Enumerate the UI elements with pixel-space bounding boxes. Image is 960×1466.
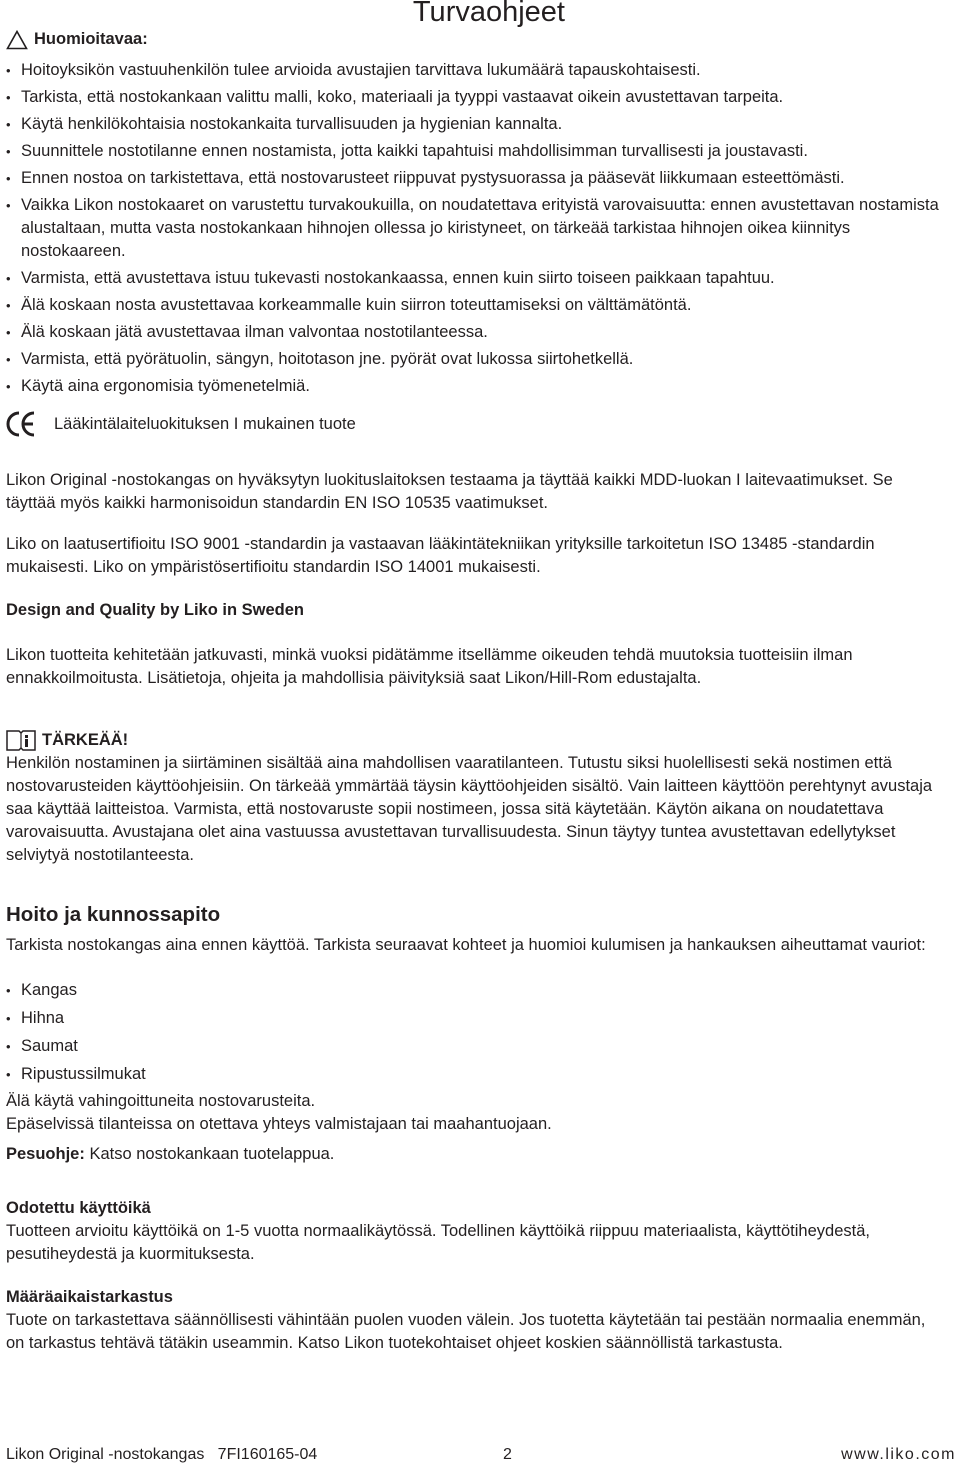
important-heading [6,728,128,752]
list-item: • Hihna [6,1007,951,1030]
list-item: • Saumat [6,1035,951,1058]
caution-heading [6,28,148,51]
design-heading: Design and Quality by Liko in Sweden [6,601,304,619]
mdd-paragraph: Likon Original -nostokangas on hyväksytyn luokituslaitoksen testaama ja täyttää kaikki MDD-luokan I laitevaatimukset. Se täyttää myös kaikki harmonisoidun standardin EN ISO 10535 vaatimukset. [6,471,893,512]
footer-page-number: 2 [503,1446,512,1463]
caution-heading-text: Huomioitavaa: [34,30,148,48]
maintenance-note-2: Epäselvissä tilanteissa on otettava yhteys valmistajaan tai maahantuojaan. [6,1115,552,1133]
wash-instruction [6,1143,946,1166]
maintenance-note-1: Älä käytä vahingoittuneita nostovarusteita. [6,1092,316,1110]
list-item: • Vaikka Likon nostokaaret on varustettu turvakoukuilla, on noudatettava erityistä varovaisuutta: ennen avustettavan nostamista alustaltaan, mutta vasta nostokankaan hihnojen ollessa jo kiristyneet, on tärkeää tarkistaa hihnojen oikea kiinnitys nostokaareen. [6,194,951,263]
important-heading-text: TÄRKEÄÄ! [42,730,129,749]
list-item: • Varmista, että avustettava istuu tukevasti nostokankaassa, ennen kuin siirto toiseen paikkaan tapahtuu. [6,267,951,290]
warning-triangle-icon [6,30,28,50]
footer-product: Likon Original -nostokangas 7FI160165-04 [6,1446,318,1463]
maintenance-heading: Hoito ja kunnossapito [6,903,221,926]
list-item: • Käytä henkilökohtaisia nostokankaita turvallisuuden ja hygienian kannalta. [6,113,951,136]
inspection-heading: Määräaikaistarkastus [6,1288,173,1306]
wash-text: Katso nostokankaan tuotelappua. [84,1145,335,1163]
list-item: • Älä koskaan nosta avustettavaa korkeammalle kuin siirron toteuttamiseksi on välttämätöntä. [6,294,951,317]
list-item: • Ripustussilmukat [6,1063,951,1086]
list-item: • Käytä aina ergonomisia työmenetelmiä. [6,375,951,398]
read-manual-icon [6,728,36,752]
list-item: • Varmista, että pyörätuolin, sängyn, hoitotason jne. pyörät ovat lukossa siirtohetkellä. [6,348,951,371]
lifetime-text: Tuotteen arvioitu käyttöikä on 1-5 vuotta normaalikäytössä. Todellinen käyttöikä riippuu materiaalista, käyttötiheydestä, pesutiheydestä ja kuormituksesta. [6,1222,870,1263]
lifetime-heading: Odotettu käyttöikä [6,1199,151,1217]
maintenance-list [6,979,951,1086]
wash-label: Pesuohje: [6,1145,85,1163]
iso-paragraph: Liko on laatusertifioitu ISO 9001 -standardin ja vastaavan lääkintätekniikan yrityksille tarkoitetun ISO 13485 -standardin mukaisesti. Liko on ympäristösertifioitu standardin ISO 14001 mukaisesti. [6,535,875,576]
list-item: • Kangas [6,979,951,1002]
development-paragraph: Likon tuotteita kehitetään jatkuvasti, minkä vuoksi pidätämme itsellämme oikeuden tehdä muutoksia tuotteisiin ilman ennakkoilmoitusta. Lisätietoja, ohjeita ja mahdollisia päivityksiä saat Likon/Hill-Rom edustajalta. [6,646,853,687]
list-item: • Tarkista, että nostokankaan valittu malli, koko, materiaali ja tyyppi vastaavat oikein avustettavan tarpeita. [6,86,951,109]
ce-classification [6,410,356,438]
ce-mark-icon [6,410,36,438]
list-item: • Hoitoyksikön vastuuhenkilön tulee arvioida avustajien tarvittava lukumäärä tapauskohtaisesti. [6,59,951,82]
footer-website: www.liko.com [841,1446,956,1463]
list-item: • Ennen nostoa on tarkistettava, että nostovarusteet riippuvat pystysuorassa ja pääsevät liikkumaan esteettömästi. [6,167,951,190]
inspection-text: Tuote on tarkastettava säännöllisesti vähintään puolen vuoden välein. Jos tuotetta käytetään tai pestään normaalia enemmän, on tarkastus tehtävä tätäkin useammin. Katso Likon tuotekohtaiset ohjeet koskien säännöllistä tarkastusta. [6,1311,926,1352]
list-item: • Älä koskaan jätä avustettavaa ilman valvontaa nostotilanteessa. [6,321,951,344]
maintenance-intro: Tarkista nostokangas aina ennen käyttöä. Tarkista seuraavat kohteet ja huomioi kulumisen ja hankauksen aiheuttamat vauriot: [6,936,926,954]
caution-list [6,59,951,398]
page-title: Turvaohjeet [412,0,565,28]
important-paragraph: Henkilön nostaminen ja siirtäminen sisältää aina mahdollisen vaaratilanteen. Tutustu siksi huolellisesti sekä nostimen että nostovarusteiden käyttöohjeisiin. On tärkeää ymmärtää täysin käyttöohjeiden sisältö. Vain laitteen käyttöön perehtynyt avustaja saa käyttää laitteistoa. Varmista, että nostovaruste sopii nostimeen, jossa sitä käytetään. Käytön aikana on noudatettava varovaisuutta. Avustajana olet aina vastuussa avustettavan turvallisuudesta. Sinun täytyy tuntea avustettavan edellytykset selviytyä nostotilanteesta. [6,754,933,864]
ce-text: Lääkintälaiteluokituksen I mukainen tuote [54,414,356,433]
list-item: • Suunnittele nostotilanne ennen nostamista, jotta kaikki tapahtuisi mahdollisimman turvallisesti ja joustavasti. [6,140,951,163]
